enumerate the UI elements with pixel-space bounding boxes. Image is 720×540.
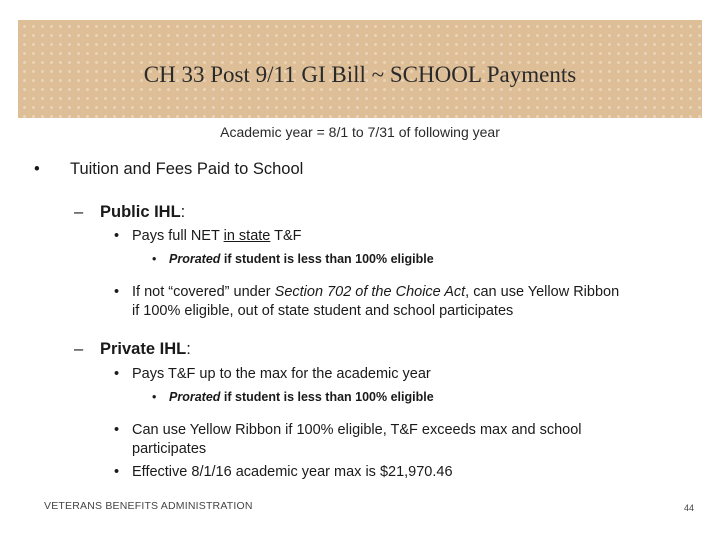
public-sub-rest: if student is less than 100% eligible (220, 252, 434, 266)
slide-title: CH 33 Post 9/11 GI Bill ~ SCHOOL Payments (143, 62, 577, 87)
public-sub-prorated (152, 252, 434, 266)
private-item-yellow-ribbon (114, 422, 582, 438)
private-sub-prorated (152, 390, 434, 404)
private-item-pays-max (114, 366, 431, 382)
public-ihl-label: Public IHL (100, 203, 181, 221)
public-item2-pre: If not “covered” under (132, 284, 275, 300)
public-item-yellow-ribbon-line2: if 100% eligible, out of state student and school participates (132, 303, 514, 319)
bullet-marker: • (114, 228, 120, 244)
bullet-marker: • (34, 160, 40, 178)
private-item2-line1: Can use Yellow Ribbon if 100% eligible, T&F exceeds max and school (132, 422, 582, 438)
private-sub-italic: Prorated (169, 390, 221, 404)
public-item2-post: , can use Yellow Ribbon (465, 284, 620, 300)
footer-org: VETERANS BENEFITS ADMINISTRATION (44, 500, 253, 512)
private-item-yellow-ribbon-line2: participates (132, 441, 207, 457)
heading-private-ihl (74, 340, 191, 359)
public-item2-italic: Section 702 of the Choice Act (274, 284, 466, 300)
bullet-text: Tuition and Fees Paid to School (70, 160, 304, 178)
public-item-yellow-ribbon (114, 284, 619, 300)
private-sub-rest: if student is less than 100% eligible (220, 390, 434, 404)
public-item1-post: T&F (270, 228, 302, 244)
public-item-pays-full (114, 228, 302, 244)
bullet-marker: • (114, 422, 120, 438)
private-item3-text: Effective 8/1/16 academic year max is $21,970.46 (132, 464, 453, 480)
public-item1-underline: in state (223, 228, 271, 244)
bullet-marker: • (114, 366, 120, 382)
dash-marker: – (74, 340, 84, 358)
public-sub-italic: Prorated (169, 252, 221, 266)
dash-marker: – (74, 203, 84, 221)
public-item1-pre: Pays full NET (132, 228, 224, 244)
private-item-effective-max (114, 464, 453, 480)
bullet-marker: • (152, 252, 157, 266)
private-ihl-colon: : (186, 340, 191, 358)
heading-public-ihl (74, 203, 185, 222)
page-number: 44 (683, 503, 694, 513)
private-ihl-label: Private IHL (100, 340, 187, 358)
public-ihl-colon: : (180, 203, 186, 221)
bullet-tuition-fees (34, 160, 303, 179)
bullet-marker: • (152, 390, 157, 404)
slide-subtitle: Academic year = 8/1 to 7/31 of following year (220, 124, 500, 140)
bullet-marker: • (114, 464, 120, 480)
private-item1-text: Pays T&F up to the max for the academic year (132, 366, 431, 382)
bullet-marker: • (114, 284, 120, 300)
